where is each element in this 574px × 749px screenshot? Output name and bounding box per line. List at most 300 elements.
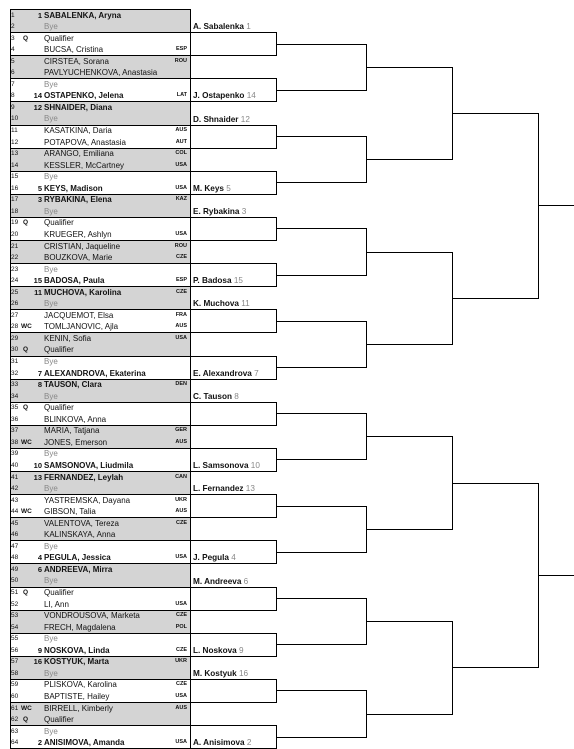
player-name: SABALENKA, Aryna [44, 10, 122, 20]
draw-line [10, 217, 190, 229]
draw-position: 26 [11, 300, 19, 308]
r2-line [190, 101, 277, 102]
draw-line [10, 356, 190, 368]
draw-line [10, 183, 190, 195]
player-nation: CZE [176, 646, 187, 653]
second-round-name: L. Samsonova [193, 461, 249, 470]
player-name: KRUEGER, Ashlyn [44, 229, 112, 239]
player-seed: 2 [37, 738, 42, 748]
second-round-name: E. Rybakina [193, 206, 240, 216]
second-round-name: E. Alexandrova [193, 368, 252, 378]
draw-position: 13 [11, 150, 19, 158]
player-name: SHNAIDER, Diana [44, 102, 113, 112]
entry-status: Q [23, 34, 29, 42]
second-round-seed: 5 [226, 183, 231, 193]
r3-line [276, 690, 367, 691]
draw-position: 25 [11, 288, 19, 296]
r4-line [366, 621, 453, 622]
second-round-player [193, 460, 260, 471]
player-name: VONDROUSOVA, Marketa [44, 611, 140, 621]
entry-status: WC [21, 704, 32, 712]
sf-line [538, 575, 574, 576]
bye-label: Bye [44, 541, 58, 551]
second-round-player [193, 206, 246, 217]
draw-line [10, 90, 190, 102]
draw-line [10, 575, 190, 587]
second-round-seed: 16 [238, 668, 249, 678]
pair-divider [10, 332, 191, 333]
draw-line [10, 668, 190, 680]
draw-position: 58 [11, 669, 19, 677]
draw-position: 36 [11, 415, 19, 423]
draw-position: 17 [11, 196, 19, 204]
draw-line [10, 368, 190, 380]
draw-position: 28 [11, 323, 19, 331]
draw-line [10, 171, 190, 183]
r4-line [366, 67, 453, 68]
draw-line [10, 703, 190, 715]
pair-divider [10, 101, 191, 102]
draw-line [10, 67, 190, 79]
draw-line [10, 495, 190, 507]
bye-label: Bye [44, 576, 58, 586]
draw-line [10, 460, 190, 472]
player-name: ALEXANDROVA, Ekaterina [44, 368, 146, 378]
second-round-seed: 9 [238, 645, 244, 655]
draw-position: 56 [11, 646, 19, 654]
player-seed: 3 [37, 195, 42, 205]
second-round-seed: 6 [243, 576, 249, 586]
draw-line [10, 21, 190, 33]
player-nation: UKR [175, 496, 187, 503]
r2-line [190, 32, 277, 33]
draw-position: 14 [11, 161, 19, 169]
r2-line [190, 425, 277, 426]
entry-status: WC [21, 508, 32, 516]
second-round-seed: 3 [241, 206, 247, 216]
draw-position: 29 [11, 334, 19, 342]
second-round-name: J. Pegula [193, 553, 229, 563]
bye-label: Bye [44, 299, 58, 309]
player-nation: COL [175, 150, 187, 157]
draw-line [10, 333, 190, 345]
player-nation: USA [175, 184, 187, 191]
player-nation: USA [175, 161, 187, 168]
draw-position: 8 [11, 92, 15, 100]
player-seed: 8 [37, 380, 42, 390]
qf-line [452, 483, 539, 484]
draw-position: 59 [11, 681, 19, 689]
draw-position: 6 [11, 69, 15, 77]
second-round-name: L. Noskova [193, 645, 237, 655]
draw-position: 50 [11, 577, 19, 585]
player-name: BLINKOVA, Anna [44, 414, 107, 424]
player-name: PAVLYUCHENKOVA, Anastasia [44, 68, 158, 78]
pair-divider [10, 286, 191, 287]
draw-line [10, 298, 190, 310]
pair-divider [10, 517, 191, 518]
r3-line [276, 598, 367, 599]
draw-line [10, 437, 190, 449]
player-name: BIRRELL, Kimberly [44, 703, 113, 713]
second-round-player [193, 483, 255, 494]
r4-line [366, 436, 453, 437]
player-name: KOSTYUK, Marta [44, 657, 109, 667]
player-name: PLISKOVA, Karolina [44, 680, 117, 690]
player-nation: CZE [176, 254, 187, 261]
pair-divider [10, 725, 191, 726]
draw-line [10, 287, 190, 299]
pair-divider [10, 55, 191, 56]
second-round-player [193, 576, 248, 587]
pair-divider [10, 125, 191, 126]
second-round-seed: 10 [250, 461, 260, 470]
pair-divider [10, 540, 191, 541]
sf-line [538, 205, 574, 206]
r3-line [276, 552, 367, 553]
player-nation: AUS [175, 508, 187, 515]
draw-line [10, 541, 190, 553]
player-name: MUCHOVA, Karolina [44, 287, 122, 297]
draw-line [10, 506, 190, 518]
pair-divider [10, 563, 191, 564]
second-round-seed: 12 [240, 114, 250, 124]
entry-status: WC [21, 323, 32, 331]
second-round-name: P. Badosa [193, 276, 232, 286]
second-round-name: A. Anisimova [193, 738, 245, 748]
r2-line [190, 286, 277, 287]
draw-position: 10 [11, 115, 19, 123]
r2-line [190, 702, 277, 703]
r2-line [190, 679, 277, 680]
draw-position: 55 [11, 635, 19, 643]
draw-line [10, 44, 190, 56]
pair-divider [10, 587, 191, 588]
r2-line [190, 633, 277, 634]
draw-position: 27 [11, 311, 19, 319]
player-nation: USA [175, 230, 187, 237]
player-name: KALINSKAYA, Anna [44, 530, 116, 540]
r2-line [190, 563, 277, 564]
second-round-player [193, 298, 250, 309]
draw-line [10, 229, 190, 241]
pair-divider [10, 171, 191, 172]
second-round-player [193, 114, 250, 125]
draw-line [10, 737, 190, 749]
player-name: KEYS, Madison [44, 183, 103, 193]
draw-line [10, 264, 190, 276]
draw-position: 19 [11, 219, 19, 227]
r3-line [276, 182, 367, 183]
bye-label: Bye [44, 172, 58, 182]
bye-label: Bye [44, 22, 58, 32]
pair-divider [10, 379, 191, 380]
entry-status: Q [23, 346, 29, 354]
player-name: Qualifier [44, 403, 74, 413]
draw-position: 9 [11, 103, 15, 111]
draw-line [10, 113, 190, 125]
pair-divider [10, 263, 191, 264]
player-nation: AUS [175, 704, 187, 711]
draw-line [10, 252, 190, 264]
draw-line [10, 472, 190, 484]
r3-line [276, 228, 367, 229]
player-name: BADOSA, Paula [44, 276, 105, 286]
draw-line [10, 275, 190, 287]
r2-line [190, 517, 277, 518]
draw-position: 60 [11, 692, 19, 700]
draw-position: 62 [11, 716, 19, 724]
draw-position: 32 [11, 369, 19, 377]
draw-line [10, 148, 190, 160]
player-name: CRISTIAN, Jaqueline [44, 241, 121, 251]
draw-line [10, 194, 190, 206]
draw-position: 39 [11, 450, 19, 458]
player-name: TOMLJANOVIC, Ajla [44, 322, 119, 332]
draw-line [10, 402, 190, 414]
draw-position: 35 [11, 404, 19, 412]
player-name: NOSKOVA, Linda [44, 645, 110, 655]
draw-position: 1 [11, 11, 15, 19]
draw-position: 5 [11, 57, 15, 65]
player-name: BAPTISTE, Hailey [44, 691, 110, 701]
draw-position: 21 [11, 242, 19, 250]
player-name: FRECH, Magdalena [44, 622, 116, 632]
bye-label: Bye [44, 449, 58, 459]
pair-divider [10, 217, 191, 218]
draw-position: 18 [11, 207, 19, 215]
entry-status: WC [21, 438, 32, 446]
draw-position: 3 [11, 34, 15, 42]
player-name: BOUZKOVA, Marie [44, 253, 113, 263]
draw-position: 57 [11, 658, 19, 666]
player-seed: 6 [37, 564, 42, 574]
draw-border [10, 9, 191, 10]
player-name: POTAPOVA, Anastasia [44, 137, 126, 147]
entry-status: Q [23, 589, 29, 596]
player-nation: USA [175, 334, 187, 341]
entry-status: Q [23, 716, 29, 724]
draw-line [10, 56, 190, 68]
player-name: MARIA, Tatjana [44, 426, 100, 436]
player-nation: ROU [174, 242, 187, 249]
draw-line [10, 587, 190, 599]
r2-line [190, 610, 277, 611]
second-round-name: J. Ostapenko [193, 91, 245, 101]
second-round-seed: 14 [246, 91, 256, 101]
r2-line [190, 332, 277, 333]
pair-divider [10, 356, 191, 357]
draw-position: 49 [11, 565, 19, 573]
draw-line [10, 552, 190, 564]
player-nation: AUS [175, 323, 187, 330]
qf-line [452, 298, 539, 299]
player-nation: AUS [175, 438, 187, 445]
r2-line [190, 148, 277, 149]
bye-label: Bye [44, 264, 58, 274]
r3-line [276, 321, 367, 322]
second-round-seed: 4 [231, 553, 236, 563]
draw-position: 34 [11, 392, 19, 400]
player-name: PEGULA, Jessica [44, 553, 111, 563]
player-nation: USA [175, 739, 187, 746]
player-nation: KAZ [175, 196, 187, 203]
player-seed: 4 [37, 553, 42, 563]
player-name: ANISIMOVA, Amanda [44, 738, 125, 748]
draw-position: 45 [11, 519, 19, 527]
bye-label: Bye [44, 391, 58, 401]
player-seed: 7 [37, 368, 42, 378]
player-nation: ROU [174, 57, 187, 64]
r4-line [366, 159, 453, 160]
draw-position: 54 [11, 623, 19, 631]
bye-label: Bye [44, 668, 58, 678]
r4-line [366, 344, 453, 345]
draw-position: 33 [11, 381, 19, 389]
r3-line [276, 506, 367, 507]
draw-position: 43 [11, 496, 19, 504]
draw-line [10, 206, 190, 218]
bye-label: Bye [44, 634, 58, 644]
r2-line [190, 309, 277, 310]
player-seed: 16 [33, 657, 42, 667]
pair-divider [10, 32, 191, 33]
bye-label: Bye [44, 206, 58, 216]
pair-divider [10, 240, 191, 241]
player-name: GIBSON, Talia [44, 507, 96, 517]
draw-position: 12 [11, 138, 19, 146]
r3-line [276, 644, 367, 645]
entry-status: Q [23, 404, 29, 412]
pair-divider [10, 448, 191, 449]
player-nation: ESP [175, 277, 187, 284]
player-name: ARANGO, Emiliana [44, 149, 114, 159]
r2-line [190, 587, 277, 588]
pair-divider [10, 309, 191, 310]
player-name: TAUSON, Clara [44, 380, 102, 390]
player-nation: DEN [175, 381, 187, 388]
player-seed: 14 [33, 91, 42, 101]
player-nation: UKR [175, 658, 187, 665]
player-nation: AUT [175, 138, 187, 145]
draw-position: 23 [11, 265, 19, 273]
r2-line [190, 194, 277, 195]
player-nation: CZE [176, 288, 187, 295]
draw-position: 30 [11, 346, 19, 354]
player-seed: 11 [34, 287, 42, 297]
second-round-seed: 7 [254, 368, 259, 378]
draw-line [10, 599, 190, 611]
bye-label: Bye [44, 357, 58, 366]
draw-line [10, 691, 190, 703]
draw-line [10, 414, 190, 426]
second-round-seed: 11 [241, 299, 250, 309]
draw-position: 53 [11, 612, 19, 620]
entry-status: Q [23, 219, 29, 227]
player-name: Qualifier [44, 218, 74, 228]
second-round-name: K. Muchova [193, 299, 239, 309]
draw-position: 52 [11, 600, 19, 608]
draw-position: 40 [11, 461, 19, 469]
draw-position: 44 [11, 508, 19, 516]
player-nation: USA [175, 692, 187, 699]
player-name: Qualifier [44, 345, 74, 355]
player-nation: FRA [175, 311, 187, 318]
player-seed: 10 [33, 460, 42, 470]
second-round-player [193, 183, 231, 194]
player-name: VALENTOVA, Tereza [44, 518, 119, 528]
draw-position: 48 [11, 554, 19, 562]
player-nation: GER [175, 427, 187, 434]
r2-line [190, 55, 277, 56]
player-name: JONES, Emerson [44, 437, 108, 447]
player-name: CIRSTEA, Sorana [44, 56, 109, 66]
player-seed: 12 [33, 102, 42, 112]
r2-line [190, 379, 277, 380]
draw-position: 4 [11, 46, 15, 54]
draw-line [10, 656, 190, 668]
r2-line [190, 448, 277, 449]
r3-line [276, 737, 367, 738]
r2-line [190, 240, 277, 241]
player-name: SAMSONOVA, Liudmila [44, 460, 134, 470]
player-seed: 9 [37, 645, 42, 655]
draw-position: 16 [11, 184, 19, 192]
draw-line [10, 10, 190, 22]
second-round-name: M. Keys [193, 183, 224, 193]
player-name: LI, Ann [44, 599, 69, 609]
draw-line [10, 448, 190, 460]
draw-line [10, 241, 190, 253]
draw-line [10, 645, 190, 657]
second-round-seed: 1 [246, 22, 251, 32]
draw-position: 31 [11, 358, 19, 365]
r2-line [190, 217, 277, 218]
draw-line [10, 137, 190, 149]
second-round-player [193, 668, 248, 679]
r3-line [276, 136, 367, 137]
second-round-player [193, 21, 251, 32]
r3-line [276, 90, 367, 91]
player-seed: 13 [33, 472, 42, 482]
draw-line [10, 622, 190, 634]
r2-line [190, 78, 277, 79]
pair-divider [10, 633, 191, 634]
pair-divider [10, 702, 191, 703]
player-nation: POL [175, 623, 187, 630]
draw-position: 7 [11, 80, 15, 88]
draw-position: 42 [11, 485, 19, 493]
pair-divider [10, 679, 191, 680]
second-round-seed: 8 [234, 391, 239, 401]
qf-line [452, 113, 539, 114]
draw-line [10, 33, 190, 45]
draw-line [10, 310, 190, 322]
draw-line [10, 564, 190, 576]
draw-line [10, 160, 190, 172]
draw-line [10, 125, 190, 137]
bye-label: Bye [44, 726, 58, 736]
draw-position: 2 [11, 23, 15, 31]
player-name: KESSLER, McCartney [44, 160, 125, 170]
draw-line [10, 610, 190, 622]
player-nation: USA [175, 600, 187, 607]
draw-position: 37 [11, 427, 19, 435]
r2-line [190, 263, 277, 264]
player-name: Qualifier [44, 33, 74, 43]
draw-line [10, 633, 190, 645]
player-nation: USA [175, 554, 187, 561]
